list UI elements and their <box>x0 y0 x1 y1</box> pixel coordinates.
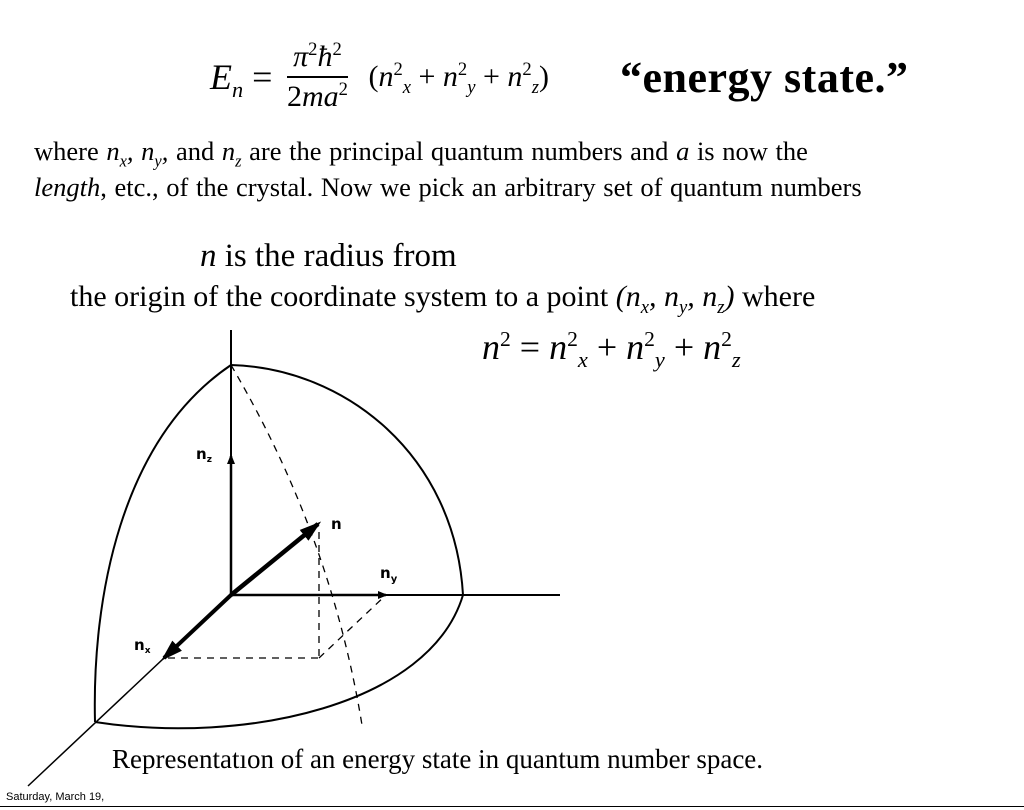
radius-text: the origin of the coordinate system to a point <box>70 280 616 313</box>
para-var-nz: $n_z$ <box>221 136 242 171</box>
para-var-a: a <box>676 136 690 166</box>
equation-denominator: $2ma^2$ <box>286 79 348 113</box>
radius-text: where <box>734 280 816 313</box>
para-text: , etc., of the crystal. Now we pick an arbitrary set of quantum numbers <box>100 172 862 202</box>
energy-state-label: “energy state.” <box>620 53 909 102</box>
quantum-number-space-diagram <box>0 320 620 800</box>
octant-arc-top <box>231 365 463 595</box>
para-var-nx-ny: $n_x$, $n_y$, <box>106 136 169 171</box>
paragraph-line-2 <box>34 172 862 203</box>
radius-equation: $n^2 = n^2_x + n^2_y + n^2_z$ <box>482 327 741 373</box>
para-length-word: length <box>34 172 101 202</box>
octant-arc-left <box>95 365 231 722</box>
radius-line-2 <box>70 280 816 318</box>
equation-sum: $(n^2_x + n^2_y + n^2_z)$ <box>368 59 549 98</box>
label-nx: $n_x$ <box>134 636 151 656</box>
radius-var-n: n <box>200 238 217 274</box>
para-text: where <box>34 136 107 166</box>
equation-lhs: $E_n$ = <box>210 57 273 103</box>
figure-caption: Representatıon of an energy state in quantum number space. <box>112 744 764 774</box>
energy-equation <box>210 40 549 130</box>
footer-date: Saturday, March 19, <box>6 791 105 803</box>
paragraph-line-1 <box>34 136 808 171</box>
label-nz: $n_z$ <box>196 445 212 465</box>
label-n: n <box>331 515 342 533</box>
equation-numerator: $\pi^2ħ^2$ <box>287 40 348 78</box>
footer-divider <box>0 806 1024 807</box>
radius-point: ($n_x$, $n_y$, $n_z$) <box>615 280 735 318</box>
radius-line-1 <box>200 238 457 275</box>
nx-vector <box>164 595 231 658</box>
dashed-y-projection <box>319 595 386 658</box>
radius-text: is the radius from <box>216 238 457 274</box>
dashed-meridian <box>231 365 362 725</box>
para-text: and <box>168 136 222 166</box>
label-ny: $n_y$ <box>380 564 398 585</box>
para-text: is now the <box>689 136 808 166</box>
equation-fraction <box>287 40 348 114</box>
para-text: are the principal quantum numbers and <box>241 136 677 166</box>
n-vector <box>231 524 318 595</box>
octant-arc-bottom <box>95 595 463 728</box>
